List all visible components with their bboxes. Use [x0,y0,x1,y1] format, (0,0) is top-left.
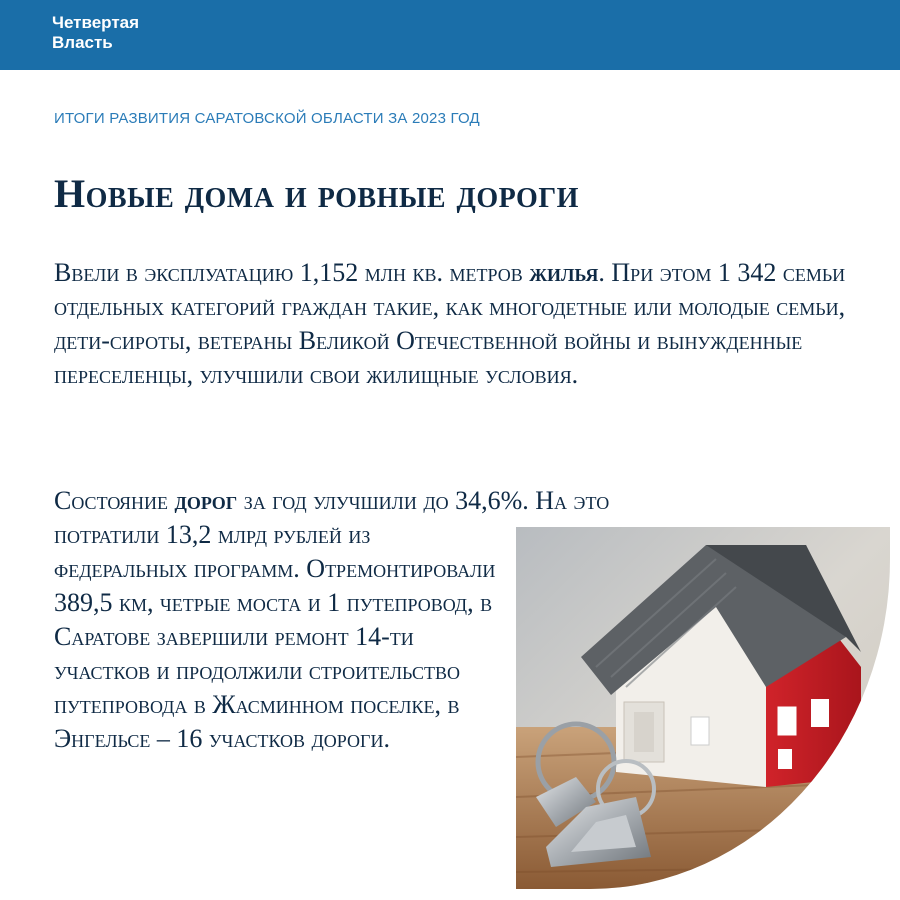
house-illustration [516,527,890,889]
section-kicker: ИТОГИ РАЗВИТИЯ САРАТОВСКОЙ ОБЛАСТИ ЗА 2023 ГОД [54,110,480,127]
logo-line-2: Власть [52,33,113,52]
roads-text-end: за год улучшили до 34,6%. На это [237,486,610,515]
page-title: Новые дома и ровные дороги [54,171,579,216]
header-bar [0,0,900,70]
roads-keyword: дорог [174,486,238,515]
roads-text-start: Состояние [54,486,175,515]
logo-line-1: Четвертая [52,13,140,32]
housing-paragraph [54,256,854,392]
logo[interactable] [52,13,139,53]
housing-text-start: Ввели в эксплуатацию 1,152 млн кв. метров [54,258,530,287]
housing-text-end: . При этом 1 342 семьи отдельных категорий граждан такие, как многодетные или молодые семьи, дети-сироты, ветераны Великой Отечественной войны и вынужденные переселенцы, улучшили свои жилищные условия. [54,258,846,389]
housing-keyword: жилья [529,258,599,287]
roads-paragraph-first-line [54,484,874,518]
roads-paragraph-rest: потратили 13,2 млрд рублей из федеральных программ. Отремонтировали 389,5 км, четрые моста и 1 путепровод, в Саратове завершили ремонт 14-ти участков и продолжили строительство путепровода в Жасминном поселке, в Энгельсе – 16 участков дороги. [54,520,496,753]
house-keys-photo [516,527,890,889]
